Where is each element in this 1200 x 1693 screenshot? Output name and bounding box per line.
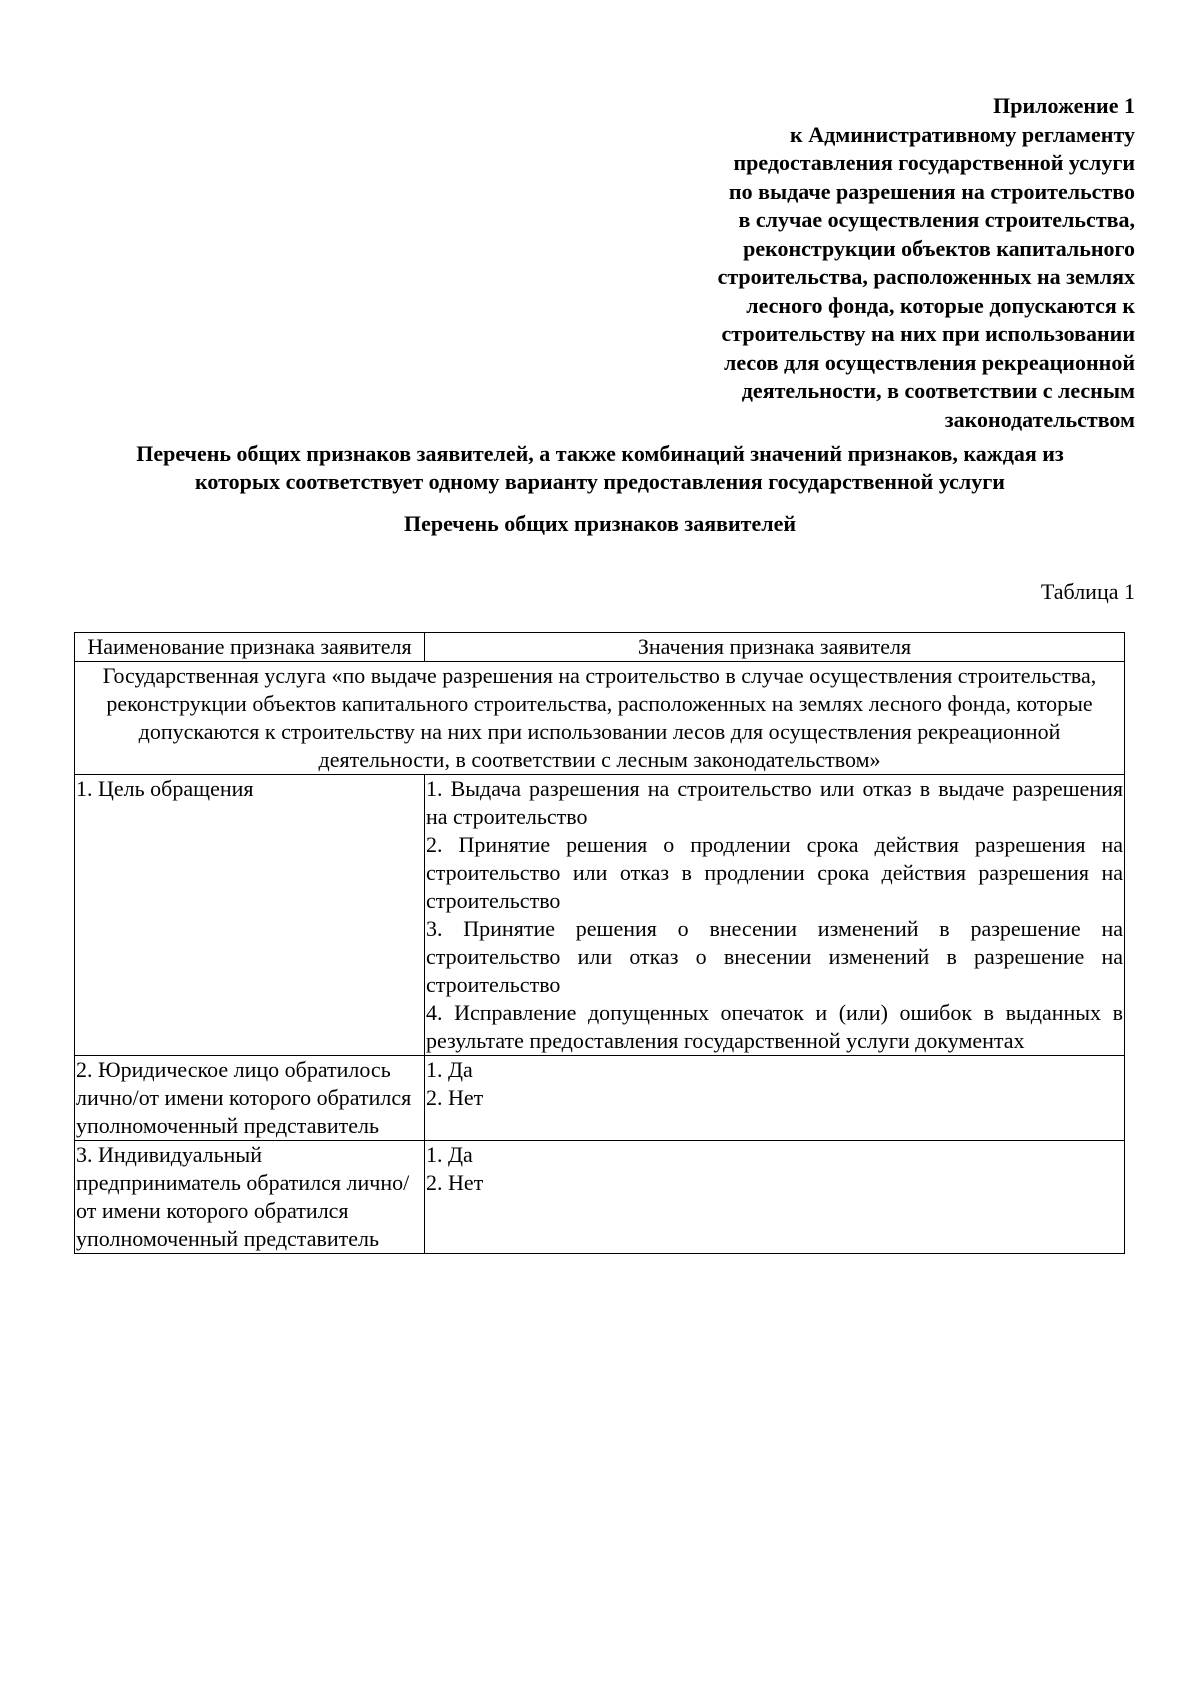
attribute-value: 2. Нет bbox=[426, 1085, 484, 1110]
appendix-line: строительству на них при использовании bbox=[721, 321, 1135, 346]
table-header-row bbox=[75, 633, 1125, 662]
header-attribute-values: Значения признака заявителя bbox=[425, 633, 1125, 662]
appendix-line: строительства, расположенных на землях bbox=[717, 264, 1135, 289]
appendix-line: законодательством bbox=[944, 406, 1135, 432]
attribute-name-cell: 2. Юридическое лицо обратилось лично/от имени которого обратился уполномоченный представитель bbox=[75, 1056, 425, 1141]
table-row bbox=[75, 775, 1125, 1056]
service-name-cell: Государственная услуга «по выдаче разрешения на строительство в случае осуществления строительства, реконструкции объектов капитального строительства, расположенных на землях лесного фонда, которые допускаются к строительству на них при использовании лесов для осуществления рекреационной деятельности, в соответствии с лесным законодательством» bbox=[75, 662, 1125, 775]
attribute-value: 1. Да bbox=[426, 1142, 473, 1167]
appendix-header bbox=[615, 92, 1135, 434]
header-attribute-name: Наименование признака заявителя bbox=[75, 633, 425, 662]
document-subtitle: Перечень общих признаков заявителей bbox=[403, 511, 797, 536]
appendix-line: к Административному регламенту bbox=[790, 121, 1135, 147]
title-line-2: которых соответствует одному варианту предоставления государственной услуги bbox=[195, 469, 1005, 494]
appendix-line: по выдаче разрешения на строительство bbox=[728, 178, 1135, 204]
table-label: Таблица 1 bbox=[1040, 579, 1135, 604]
appendix-line: лесов для осуществления рекреационной bbox=[723, 349, 1135, 375]
appendix-line: лесного фонда, которые допускаются к bbox=[746, 292, 1135, 318]
appendix-line: деятельности, в соответствии с лесным bbox=[741, 378, 1135, 403]
attribute-value: 1. Выдача разрешения на строительство или отказ в выдаче разрешения на строительство bbox=[426, 776, 1123, 829]
attribute-value: 4. Исправление допущенных опечаток и (или) ошибок в выданных в результате предоставления государственной услуги документах bbox=[426, 1000, 1123, 1053]
appendix-line: предоставления государственной услуги bbox=[733, 150, 1135, 175]
table-row bbox=[75, 1141, 1125, 1254]
attribute-values-cell bbox=[425, 775, 1125, 1056]
attribute-value: 2. Нет bbox=[426, 1170, 484, 1195]
service-row bbox=[75, 662, 1125, 775]
attribute-values-cell bbox=[425, 1056, 1125, 1141]
table-row bbox=[75, 1056, 1125, 1141]
attribute-values-cell bbox=[425, 1141, 1125, 1254]
attribute-value: 1. Да bbox=[426, 1057, 473, 1082]
attributes-table bbox=[74, 632, 1125, 1254]
appendix-line: в случае осуществления строительства, bbox=[738, 207, 1135, 232]
appendix-line: Приложение 1 bbox=[993, 93, 1135, 118]
attribute-name-cell: 1. Цель обращения bbox=[75, 775, 425, 1056]
title-line-1: Перечень общих признаков заявителей, а также комбинаций значений признаков, каждая из bbox=[136, 441, 1064, 466]
attribute-name-cell: 3. Индивидуальный предприниматель обратился лично/от имени которого обратился уполномоченный представитель bbox=[75, 1141, 425, 1254]
attribute-value: 3. Принятие решения о внесении изменений в разрешение на строительство или отказ о внесении изменений в разрешение на строительство bbox=[426, 916, 1123, 997]
attribute-value: 2. Принятие решения о продлении срока действия разрешения на строительство или отказ в продлении срока действия разрешения на строительство bbox=[426, 832, 1123, 913]
document-title bbox=[60, 440, 1140, 496]
appendix-line: реконструкции объектов капитального bbox=[743, 235, 1135, 261]
